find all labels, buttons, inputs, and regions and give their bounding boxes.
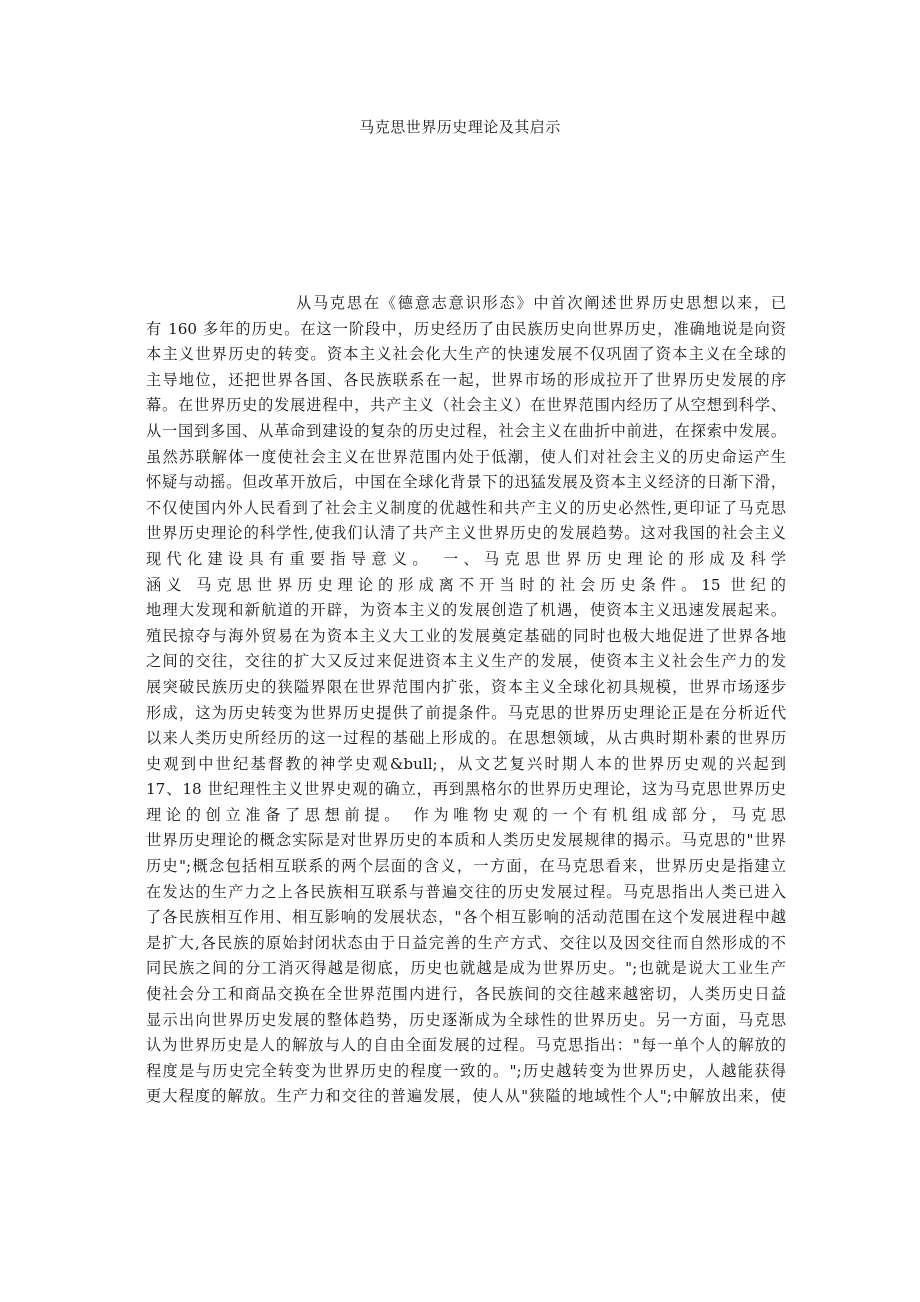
- body-line: 程度是与历史完全转变为世界历史的程度一致的。";历史越转变为世界历史，人越能获得: [146, 1061, 786, 1080]
- body-line: 形成，这为历史转变为世界历史提供了前提条件。马克思的世界历史理论正是在分析近代: [146, 703, 786, 722]
- body-line: 使社会分工和商品交换在全世界范围内进行，各民族间的交往越来越密切，人类历史日益: [146, 985, 786, 1004]
- body-line: 17、18 世纪理性主义世界史观的确立，再到黑格尔的世界历史理论，这为马克思世界历史: [146, 780, 786, 799]
- body-line: 怀疑与动摇。但改革开放后，中国在全球化背景下的迅猛发展及资本主义经济的日渐下滑，: [146, 473, 786, 492]
- body-line: 认为世界历史是人的解放与人的自由全面发展的过程。马克思指出："每一单个人的解放的: [146, 1036, 786, 1055]
- body-line: 主导地位，还把世界各国、各民族联系在一起，世界市场的形成拉开了世界历史发展的序: [146, 370, 786, 389]
- body-line: 历史";概念包括相互联系的两个层面的含义，一方面，在马克思看来，世界历史是指建立: [146, 857, 786, 876]
- body-line: 理论的创立准备了思想前提。 作为唯物史观的一个有机组成部分，马克思: [146, 805, 786, 824]
- body-line: 之间的交往，交往的扩大又反过来促进资本主义生产的发展，使资本主义社会生产力的发: [146, 652, 786, 671]
- body-line: 在发达的生产力之上各民族相互联系与普遍交往的历史发展过程。马克思指出人类已进入: [146, 882, 786, 901]
- body-line: 世界历史理论的概念实际是对世界历史的本质和人类历史发展规律的揭示。马克思的"世界: [146, 831, 786, 850]
- body-line: 显示出向世界历史发展的整体趋势，历史逐渐成为全球性的世界历史。另一方面，马克思: [146, 1010, 786, 1029]
- body-line: 从一国到多国、从革命到建设的复杂的历史过程，社会主义在曲折中前进，在探索中发展。: [146, 421, 786, 440]
- body-line: 史观到中世纪基督教的神学史观&bull;，从文艺复兴时期人本的世界历史观的兴起到: [146, 754, 786, 773]
- body-line: 更大程度的解放。生产力和交往的普遍发展，使人从"狭隘的地域性个人";中解放出来，使: [146, 1087, 786, 1106]
- body-line: 涵义 马克思世界历史理论的形成离不开当时的社会历史条件。15 世纪的: [146, 575, 786, 594]
- body-line: 殖民掠夺与海外贸易在为资本主义大工业的发展奠定基础的同时也极大地促进了世界各地: [146, 626, 786, 645]
- body-line: 同民族之间的分工消灭得越是彻底，历史也就越是成为世界历史。";也就是说大工业生产: [146, 959, 786, 978]
- body-line: 以来人类历史所经历的这一过程的基础上形成的。在思想领域，从古典时期朴素的世界历: [146, 729, 786, 748]
- body-line: 了各民族相互作用、相互影响的发展状态，"各个相互影响的活动范围在这个发展进程中越: [146, 908, 786, 927]
- document-title: 马克思世界历史理论及其启示: [359, 118, 561, 136]
- body-line: 世界历史理论的科学性,使我们认清了共产主义世界历史的发展趋势。这对我国的社会主义: [146, 524, 786, 543]
- body-line: 地理大发现和新航道的开辟，为资本主义的发展创造了机遇，使资本主义迅速发展起来。: [146, 601, 786, 620]
- body-line: 虽然苏联解体一度使社会主义在世界范围内处于低潮，使人们对社会主义的历史命运产生: [146, 447, 786, 466]
- body-line: 幕。在世界历史的发展进程中，共产主义（社会主义）在世界范围内经历了从空想到科学、: [146, 396, 786, 415]
- body-line: 展突破民族历史的狭隘界限在世界范围内扩张，资本主义全球化初具规模，世界市场逐步: [146, 677, 786, 696]
- body-line: 从马克思在《德意志意识形态》中首次阐述世界历史思想以来，已: [296, 294, 786, 312]
- body-line: 是扩大,各民族的原始封闭状态由于日益完善的生产方式、交往以及因交往而自然形成的不: [146, 933, 786, 952]
- document-body: [146, 291, 786, 1110]
- body-line: 现代化建设具有重要指导意义。 一、马克思世界历史理论的形成及科学: [146, 549, 786, 568]
- body-line: 不仅使国内外人民看到了社会主义制度的优越性和共产主义的历史必然性,更印证了马克思: [146, 498, 786, 517]
- body-line: 有 160 多年的历史。在这一阶段中，历史经历了由民族历史向世界历史，准确地说是向资: [146, 319, 786, 338]
- body-line: 本主义世界历史的转变。资本主义社会化大生产的快速发展不仅巩固了资本主义在全球的: [146, 345, 786, 364]
